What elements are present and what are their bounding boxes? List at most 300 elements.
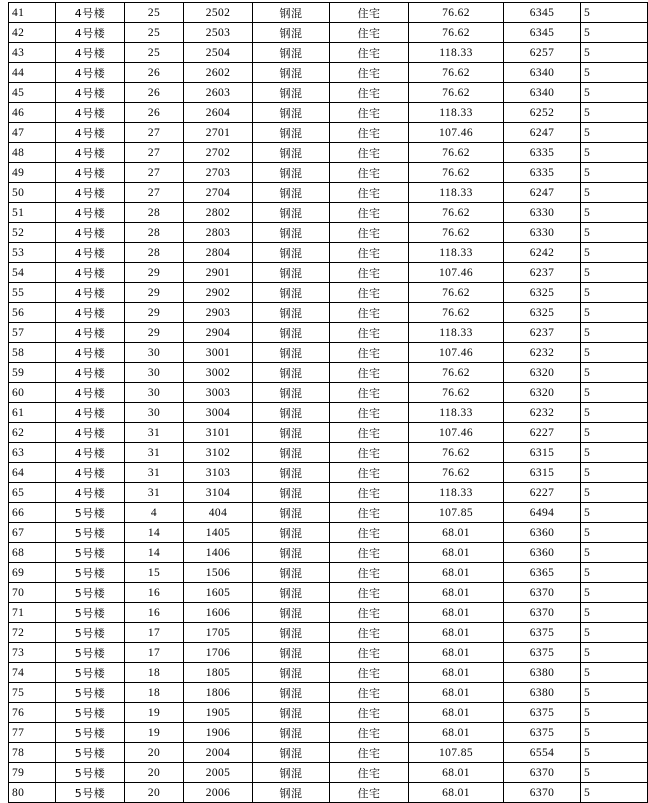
cell-price xyxy=(504,663,581,683)
cell-index xyxy=(9,523,56,543)
cell-area xyxy=(409,63,504,83)
cell-price-text: 6340 xyxy=(529,86,555,99)
cell-note-text: 5 xyxy=(584,766,591,779)
cell-floor-text: 19 xyxy=(147,726,161,739)
cell-building xyxy=(56,303,125,323)
cell-usage xyxy=(330,123,409,143)
cell-area xyxy=(409,423,504,443)
cell-structure xyxy=(253,483,330,503)
cell-building xyxy=(56,283,125,303)
cell-usage xyxy=(330,643,409,663)
cell-building xyxy=(56,203,125,223)
table-row xyxy=(9,423,648,443)
table-row xyxy=(9,123,648,143)
cell-index-text: 60 xyxy=(12,386,25,399)
table-row xyxy=(9,83,648,103)
cell-index-text: 53 xyxy=(12,246,25,259)
cell-note xyxy=(581,43,648,63)
cell-price xyxy=(504,583,581,603)
cell-index-text: 64 xyxy=(12,466,25,479)
cell-area xyxy=(409,143,504,163)
cell-floor-text: 30 xyxy=(147,346,161,359)
cell-usage xyxy=(330,563,409,583)
table-row xyxy=(9,483,648,503)
cell-building xyxy=(56,263,125,283)
cell-price-text: 6375 xyxy=(529,646,555,659)
cell-price-text: 6242 xyxy=(529,246,555,259)
cell-area-text: 68.01 xyxy=(442,546,470,559)
cell-structure-text: 钢混 xyxy=(279,746,303,760)
cell-building xyxy=(56,383,125,403)
cell-price-text: 6315 xyxy=(529,446,555,459)
cell-floor-text: 31 xyxy=(147,466,161,479)
cell-structure xyxy=(253,583,330,603)
cell-index xyxy=(9,483,56,503)
cell-structure-text: 钢混 xyxy=(279,486,303,500)
cell-structure-text: 钢混 xyxy=(279,566,303,580)
cell-note xyxy=(581,783,648,803)
cell-usage-text: 住宅 xyxy=(357,346,381,360)
cell-room xyxy=(184,63,253,83)
cell-floor-text: 25 xyxy=(147,6,161,19)
cell-building-text: 4号楼 xyxy=(74,246,106,260)
cell-room xyxy=(184,463,253,483)
cell-price-text: 6340 xyxy=(529,66,555,79)
cell-price-text: 6247 xyxy=(529,126,555,139)
cell-price xyxy=(504,283,581,303)
cell-area xyxy=(409,563,504,583)
table-row xyxy=(9,703,648,723)
cell-area xyxy=(409,303,504,323)
cell-structure-text: 钢混 xyxy=(279,366,303,380)
cell-index-text: 44 xyxy=(12,66,25,79)
cell-index xyxy=(9,123,56,143)
cell-price xyxy=(504,463,581,483)
cell-room-text: 2702 xyxy=(205,146,231,159)
cell-index xyxy=(9,563,56,583)
cell-room-text: 1506 xyxy=(205,566,231,579)
cell-price xyxy=(504,563,581,583)
cell-usage-text: 住宅 xyxy=(357,426,381,440)
cell-floor-text: 29 xyxy=(147,326,161,339)
cell-note-text: 5 xyxy=(584,46,591,59)
cell-floor xyxy=(125,603,184,623)
cell-usage-text: 住宅 xyxy=(357,406,381,420)
cell-area xyxy=(409,403,504,423)
cell-structure-text: 钢混 xyxy=(279,406,303,420)
cell-usage-text: 住宅 xyxy=(357,386,381,400)
cell-usage-text: 住宅 xyxy=(357,706,381,720)
cell-usage xyxy=(330,503,409,523)
cell-room-text: 1405 xyxy=(205,526,231,539)
cell-usage-text: 住宅 xyxy=(357,306,381,320)
cell-index xyxy=(9,43,56,63)
cell-building-text: 4号楼 xyxy=(74,406,106,420)
cell-price-text: 6365 xyxy=(529,566,555,579)
table-row xyxy=(9,443,648,463)
cell-structure xyxy=(253,623,330,643)
cell-note xyxy=(581,383,648,403)
cell-index-text: 55 xyxy=(12,286,25,299)
cell-floor-text: 29 xyxy=(147,286,161,299)
cell-note xyxy=(581,323,648,343)
cell-price xyxy=(504,263,581,283)
cell-note-text: 5 xyxy=(584,346,591,359)
cell-note-text: 5 xyxy=(584,26,591,39)
cell-floor-text: 31 xyxy=(147,446,161,459)
cell-building xyxy=(56,183,125,203)
cell-price-text: 6315 xyxy=(529,466,555,479)
cell-floor xyxy=(125,163,184,183)
table-row xyxy=(9,543,648,563)
cell-area-text: 118.33 xyxy=(439,46,473,59)
cell-structure xyxy=(253,743,330,763)
cell-usage xyxy=(330,403,409,423)
cell-structure-text: 钢混 xyxy=(279,786,303,800)
cell-index xyxy=(9,223,56,243)
table-row xyxy=(9,783,648,803)
cell-index-text: 65 xyxy=(12,486,25,499)
cell-note xyxy=(581,403,648,423)
cell-area-text: 76.62 xyxy=(442,466,470,479)
cell-price-text: 6345 xyxy=(529,26,555,39)
cell-room-text: 1905 xyxy=(205,706,231,719)
cell-building-text: 4号楼 xyxy=(74,366,106,380)
cell-structure-text: 钢混 xyxy=(279,546,303,560)
cell-price-text: 6247 xyxy=(529,186,555,199)
cell-note-text: 5 xyxy=(584,486,591,499)
cell-usage-text: 住宅 xyxy=(357,626,381,640)
cell-floor xyxy=(125,343,184,363)
cell-note xyxy=(581,543,648,563)
cell-usage-text: 住宅 xyxy=(357,666,381,680)
cell-area xyxy=(409,703,504,723)
cell-area xyxy=(409,103,504,123)
cell-index-text: 70 xyxy=(12,586,25,599)
cell-index-text: 72 xyxy=(12,626,25,639)
cell-structure-text: 钢混 xyxy=(279,246,303,260)
cell-structure xyxy=(253,783,330,803)
cell-note xyxy=(581,563,648,583)
table-row xyxy=(9,663,648,683)
cell-room-text: 2803 xyxy=(205,226,231,239)
cell-price-text: 6330 xyxy=(529,226,555,239)
cell-index-text: 57 xyxy=(12,326,25,339)
cell-area xyxy=(409,463,504,483)
cell-room xyxy=(184,783,253,803)
cell-index xyxy=(9,703,56,723)
table-row xyxy=(9,743,648,763)
cell-price xyxy=(504,223,581,243)
cell-usage-text: 住宅 xyxy=(357,586,381,600)
cell-building xyxy=(56,563,125,583)
cell-area xyxy=(409,683,504,703)
table-row xyxy=(9,503,648,523)
cell-room xyxy=(184,543,253,563)
cell-note-text: 5 xyxy=(584,726,591,739)
cell-price xyxy=(504,403,581,423)
cell-structure xyxy=(253,683,330,703)
cell-floor-text: 30 xyxy=(147,386,161,399)
cell-usage-text: 住宅 xyxy=(357,6,381,20)
cell-room-text: 3104 xyxy=(205,486,231,499)
cell-usage-text: 住宅 xyxy=(357,326,381,340)
cell-price xyxy=(504,83,581,103)
cell-usage xyxy=(330,523,409,543)
cell-note-text: 5 xyxy=(584,166,591,179)
cell-building xyxy=(56,83,125,103)
cell-area xyxy=(409,83,504,103)
cell-price-text: 6375 xyxy=(529,706,555,719)
cell-building-text: 5号楼 xyxy=(74,686,106,700)
cell-price xyxy=(504,3,581,23)
cell-room-text: 2603 xyxy=(205,86,231,99)
cell-area xyxy=(409,483,504,503)
cell-building-text: 4号楼 xyxy=(74,126,106,140)
cell-usage xyxy=(330,103,409,123)
cell-structure xyxy=(253,423,330,443)
cell-area xyxy=(409,523,504,543)
cell-building-text: 5号楼 xyxy=(74,546,106,560)
cell-area xyxy=(409,663,504,683)
cell-room-text: 2503 xyxy=(205,26,231,39)
cell-room xyxy=(184,343,253,363)
cell-structure-text: 钢混 xyxy=(279,126,303,140)
cell-note xyxy=(581,443,648,463)
table-row xyxy=(9,403,648,423)
cell-area xyxy=(409,543,504,563)
cell-building xyxy=(56,683,125,703)
cell-floor xyxy=(125,563,184,583)
cell-structure-text: 钢混 xyxy=(279,686,303,700)
cell-room-text: 1406 xyxy=(205,546,231,559)
cell-price xyxy=(504,123,581,143)
cell-floor xyxy=(125,403,184,423)
cell-price-text: 6554 xyxy=(529,746,555,759)
cell-structure xyxy=(253,343,330,363)
table-row xyxy=(9,323,648,343)
cell-room-text: 2804 xyxy=(205,246,231,259)
cell-index-text: 51 xyxy=(12,206,25,219)
cell-price xyxy=(504,643,581,663)
cell-room-text: 3004 xyxy=(205,406,231,419)
cell-usage-text: 住宅 xyxy=(357,186,381,200)
cell-structure-text: 钢混 xyxy=(279,706,303,720)
cell-note xyxy=(581,203,648,223)
cell-index-text: 79 xyxy=(12,766,25,779)
cell-index xyxy=(9,3,56,23)
cell-building xyxy=(56,403,125,423)
cell-structure xyxy=(253,43,330,63)
cell-note-text: 5 xyxy=(584,206,591,219)
cell-building xyxy=(56,423,125,443)
cell-price-text: 6325 xyxy=(529,306,555,319)
cell-room xyxy=(184,423,253,443)
cell-index xyxy=(9,743,56,763)
cell-floor-text: 17 xyxy=(147,646,161,659)
cell-floor xyxy=(125,183,184,203)
cell-building xyxy=(56,323,125,343)
cell-usage-text: 住宅 xyxy=(357,226,381,240)
cell-room xyxy=(184,743,253,763)
cell-note-text: 5 xyxy=(584,386,591,399)
cell-structure-text: 钢混 xyxy=(279,46,303,60)
cell-price-text: 6325 xyxy=(529,286,555,299)
cell-structure xyxy=(253,763,330,783)
cell-usage-text: 住宅 xyxy=(357,786,381,800)
cell-area-text: 68.01 xyxy=(442,706,470,719)
cell-structure xyxy=(253,263,330,283)
cell-room-text: 2006 xyxy=(205,786,231,799)
cell-usage-text: 住宅 xyxy=(357,566,381,580)
cell-floor xyxy=(125,443,184,463)
cell-structure xyxy=(253,283,330,303)
cell-area xyxy=(409,43,504,63)
cell-note xyxy=(581,723,648,743)
cell-building-text: 5号楼 xyxy=(74,506,106,520)
cell-building xyxy=(56,463,125,483)
cell-note-text: 5 xyxy=(584,606,591,619)
cell-usage xyxy=(330,283,409,303)
table-row xyxy=(9,23,648,43)
cell-area-text: 118.33 xyxy=(439,326,473,339)
cell-area xyxy=(409,503,504,523)
cell-note xyxy=(581,263,648,283)
cell-building-text: 4号楼 xyxy=(74,346,106,360)
cell-area-text: 76.62 xyxy=(442,166,470,179)
cell-area xyxy=(409,203,504,223)
cell-price-text: 6227 xyxy=(529,426,555,439)
cell-floor-text: 14 xyxy=(147,526,161,539)
cell-room-text: 2903 xyxy=(205,306,231,319)
cell-floor xyxy=(125,103,184,123)
table-row xyxy=(9,763,648,783)
cell-note xyxy=(581,23,648,43)
cell-structure xyxy=(253,203,330,223)
table-row xyxy=(9,163,648,183)
cell-note xyxy=(581,523,648,543)
cell-note-text: 5 xyxy=(584,106,591,119)
cell-usage-text: 住宅 xyxy=(357,486,381,500)
cell-area-text: 76.62 xyxy=(442,306,470,319)
cell-room-text: 2701 xyxy=(205,126,231,139)
cell-note-text: 5 xyxy=(584,626,591,639)
cell-area xyxy=(409,163,504,183)
cell-floor xyxy=(125,663,184,683)
cell-room-text: 2802 xyxy=(205,206,231,219)
cell-price xyxy=(504,503,581,523)
cell-usage-text: 住宅 xyxy=(357,266,381,280)
cell-index xyxy=(9,323,56,343)
cell-index xyxy=(9,663,56,683)
cell-usage-text: 住宅 xyxy=(357,26,381,40)
cell-index xyxy=(9,23,56,43)
cell-building-text: 4号楼 xyxy=(74,106,106,120)
table-row xyxy=(9,643,648,663)
cell-structure xyxy=(253,223,330,243)
cell-index-text: 43 xyxy=(12,46,25,59)
cell-usage-text: 住宅 xyxy=(357,686,381,700)
cell-area-text: 76.62 xyxy=(442,446,470,459)
cell-area-text: 76.62 xyxy=(442,386,470,399)
cell-room-text: 3101 xyxy=(205,426,231,439)
cell-structure xyxy=(253,503,330,523)
table-row xyxy=(9,463,648,483)
cell-room xyxy=(184,303,253,323)
cell-floor-text: 31 xyxy=(147,426,161,439)
cell-note xyxy=(581,763,648,783)
cell-building-text: 5号楼 xyxy=(74,566,106,580)
cell-note xyxy=(581,183,648,203)
cell-building xyxy=(56,343,125,363)
cell-building-text: 4号楼 xyxy=(74,206,106,220)
table-row xyxy=(9,383,648,403)
cell-price xyxy=(504,363,581,383)
cell-building-text: 5号楼 xyxy=(74,606,106,620)
cell-area-text: 68.01 xyxy=(442,666,470,679)
cell-note xyxy=(581,743,648,763)
cell-usage xyxy=(330,543,409,563)
cell-room xyxy=(184,383,253,403)
cell-price xyxy=(504,343,581,363)
cell-note xyxy=(581,503,648,523)
cell-area xyxy=(409,23,504,43)
cell-building-text: 5号楼 xyxy=(74,666,106,680)
cell-area-text: 68.01 xyxy=(442,606,470,619)
cell-floor xyxy=(125,323,184,343)
cell-building xyxy=(56,703,125,723)
cell-price-text: 6370 xyxy=(529,766,555,779)
cell-index-text: 49 xyxy=(12,166,25,179)
cell-usage xyxy=(330,243,409,263)
table-row xyxy=(9,683,648,703)
cell-note xyxy=(581,83,648,103)
cell-note-text: 5 xyxy=(584,586,591,599)
table-row xyxy=(9,63,648,83)
cell-floor-text: 14 xyxy=(147,546,161,559)
cell-floor-text: 16 xyxy=(147,586,161,599)
cell-usage xyxy=(330,323,409,343)
cell-index-text: 56 xyxy=(12,306,25,319)
cell-floor xyxy=(125,363,184,383)
cell-building xyxy=(56,103,125,123)
cell-usage-text: 住宅 xyxy=(357,746,381,760)
cell-room xyxy=(184,703,253,723)
cell-building xyxy=(56,23,125,43)
cell-room-text: 404 xyxy=(208,506,228,519)
cell-area-text: 76.62 xyxy=(442,206,470,219)
cell-price-text: 6237 xyxy=(529,266,555,279)
cell-room-text: 3001 xyxy=(205,346,231,359)
table-row xyxy=(9,143,648,163)
cell-building xyxy=(56,583,125,603)
cell-room xyxy=(184,183,253,203)
cell-note xyxy=(581,423,648,443)
cell-structure xyxy=(253,563,330,583)
cell-room-text: 2604 xyxy=(205,106,231,119)
cell-structure xyxy=(253,363,330,383)
cell-building-text: 4号楼 xyxy=(74,6,106,20)
cell-structure-text: 钢混 xyxy=(279,206,303,220)
cell-area-text: 76.62 xyxy=(442,6,470,19)
cell-room-text: 3002 xyxy=(205,366,231,379)
cell-structure xyxy=(253,643,330,663)
cell-building-text: 4号楼 xyxy=(74,86,106,100)
cell-room xyxy=(184,103,253,123)
cell-structure xyxy=(253,523,330,543)
cell-room xyxy=(184,403,253,423)
cell-room xyxy=(184,663,253,683)
